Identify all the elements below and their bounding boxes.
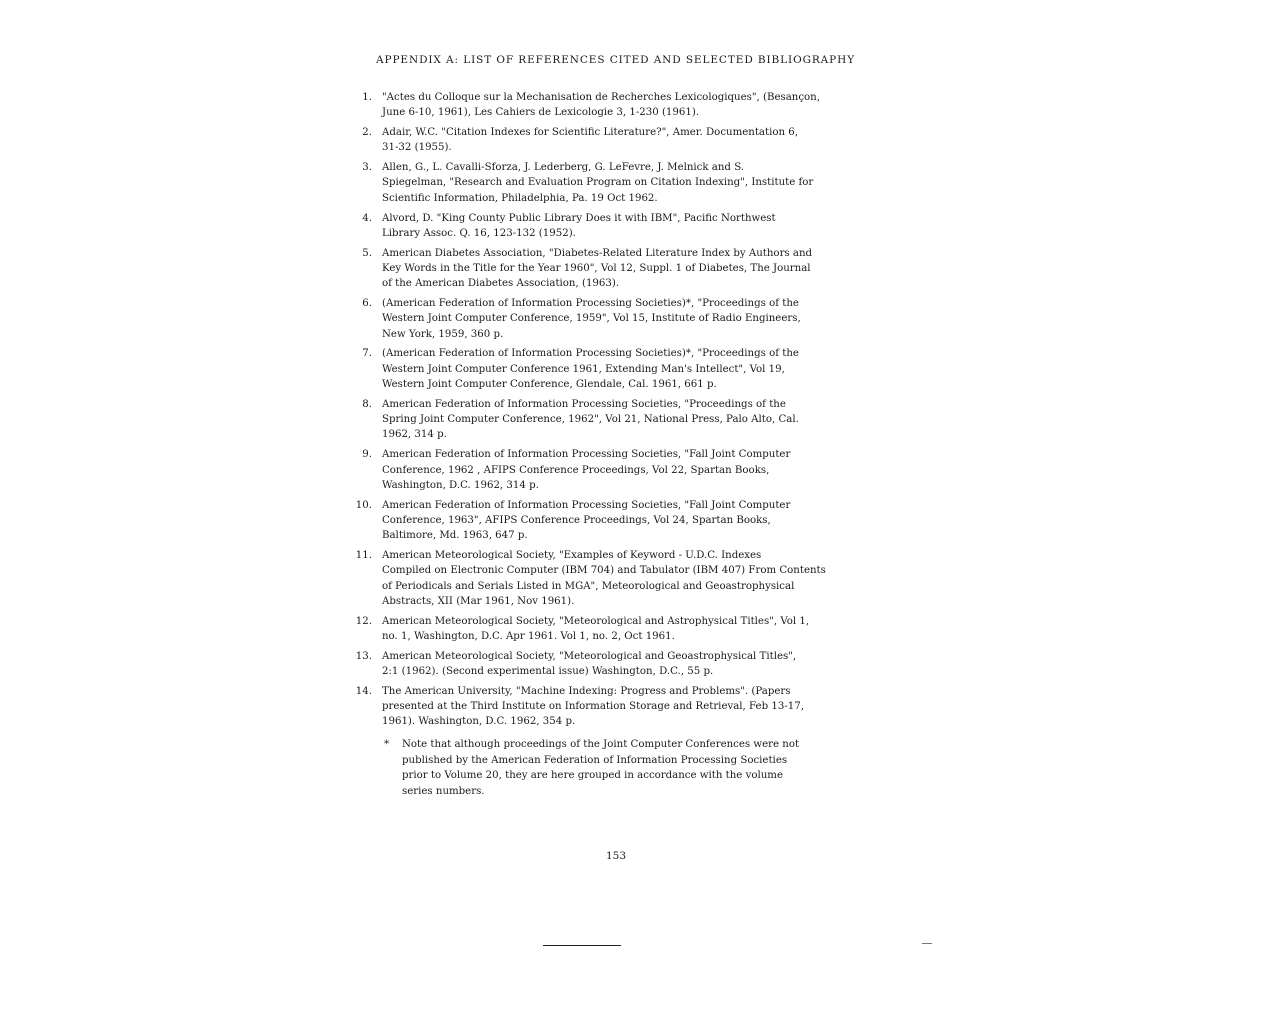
footnote-line: series numbers. [402,785,485,797]
reference-text [382,397,870,443]
reference-line: Western Joint Computer Conference, 1959", Vol 15, Institute of Radio Engineers, [382,313,801,325]
reference-line: 2:1 (1962). (Second experimental issue) Washington, D.C., 55 p. [382,666,714,678]
reference-text [382,548,870,609]
reference-number: 3. [362,162,372,174]
reference-line: Western Joint Computer Conference 1961, Extending Man's Intellect", Vol 19, [382,363,785,375]
reference-item [350,614,870,645]
reference-line: Abstracts, XII (Mar 1961, Nov 1961). [382,595,575,607]
reference-item [350,246,870,292]
reference-line: 1961). Washington, D.C. 1962, 354 p. [382,716,576,728]
reference-text [382,296,870,342]
reference-text [382,684,870,730]
reference-line: Allen, G., L. Cavalli-Sforza, J. Lederberg, G. LeFevre, J. Melnick and S. [382,162,745,174]
reference-number: 5. [362,247,372,259]
reference-number: 2. [362,127,372,139]
reference-number: 7. [362,348,372,360]
reference-line: Western Joint Computer Conference, Glendale, Cal. 1961, 661 p. [382,379,717,391]
reference-line: Compiled on Electronic Computer (IBM 704) and Tabulator (IBM 407) From Contents [382,565,826,577]
reference-line: Alvord, D. "King County Public Library Does it with IBM", Pacific Northwest [382,212,776,224]
footnote [384,737,844,799]
bottom-rule [543,945,621,946]
reference-line: Washington, D.C. 1962, 314 p. [382,479,539,491]
reference-item [350,211,870,242]
reference-line: American Federation of Information Processing Societies, "Fall Joint Computer [382,449,791,461]
footnote-line: published by the American Federation of Information Processing Societies [402,754,788,766]
footnote-text [384,737,844,799]
reference-line: June 6-10, 1961), Les Cahiers de Lexicologie 3, 1-230 (1961). [382,107,700,119]
reference-text [382,346,870,392]
page-number: 153 [606,850,627,862]
reference-line: Key Words in the Title for the Year 1960", Vol 12, Suppl. 1 of Diabetes, The Journal [382,262,811,274]
reference-number: 10. [355,499,372,511]
reference-text [382,649,870,680]
reference-item [350,548,870,609]
reference-text [382,447,870,493]
reference-item [350,90,870,121]
reference-line: Conference, 1963", AFIPS Conference Proceedings, Vol 24, Spartan Books, [382,514,771,526]
reference-line: American Federation of Information Processing Societies, "Proceedings of the [382,398,786,410]
reference-line: "Actes du Colloque sur la Mechanisation de Recherches Lexicologiques", (Besançon, [382,92,820,103]
reference-text [382,498,870,544]
reference-line: (American Federation of Information Processing Societies)*, "Proceedings of the [382,298,799,310]
reference-text [382,125,870,156]
reference-line: of Periodicals and Serials Listed in MGA", Meteorological and Geoastrophysical [382,580,795,592]
reference-line: 1962, 314 p. [382,429,447,441]
reference-line: no. 1, Washington, D.C. Apr 1961. Vol 1, no. 2, Oct 1961. [382,631,675,642]
page-heading: APPENDIX A: LIST OF REFERENCES CITED AND SELECTED BIBLIOGRAPHY [376,54,856,66]
reference-line: 31-32 (1955). [382,142,452,154]
scan-mark [922,943,932,944]
reference-text [382,160,870,206]
reference-line: Baltimore, Md. 1963, 647 p. [382,530,528,542]
reference-item [350,160,870,206]
reference-line: Spiegelman, "Research and Evaluation Program on Citation Indexing", Institute for [382,177,814,189]
reference-number: 6. [362,298,372,310]
reference-text [382,246,870,292]
reference-line: presented at the Third Institute on Information Storage and Retrieval, Feb 13-17, [382,701,804,713]
reference-number: 9. [362,449,372,461]
reference-number: 11. [355,550,372,562]
footnote-line: prior to Volume 20, they are here grouped in accordance with the volume [402,770,783,781]
reference-line: Spring Joint Computer Conference, 1962", Vol 21, National Press, Palo Alto, Cal. [382,414,799,426]
reference-line: American Meteorological Society, "Examples of Keyword - U.D.C. Indexes [382,550,762,562]
reference-line: of the American Diabetes Association, (1963). [382,278,620,290]
reference-line: American Meteorological Society, "Meteorological and Astrophysical Titles", Vol 1, [382,615,810,627]
footnote-line: Note that although proceedings of the Joint Computer Conferences were not [402,739,800,750]
reference-number: 8. [362,398,372,410]
reference-line: The American University, "Machine Indexing: Progress and Problems". (Papers [382,685,791,697]
reference-number: 1. [362,92,372,103]
reference-item [350,346,870,392]
reference-item [350,447,870,493]
reference-item [350,649,870,680]
reference-line: (American Federation of Information Processing Societies)*, "Proceedings of the [382,348,799,360]
reference-item [350,397,870,443]
reference-item [350,498,870,544]
reference-line: Conference, 1962 , AFIPS Conference Proceedings, Vol 22, Spartan Books, [382,464,770,476]
reference-item [350,296,870,342]
reference-number: 13. [355,650,372,662]
reference-text [382,211,870,242]
reference-text [382,614,870,645]
footnote-mark: * [384,739,390,750]
reference-line: American Meteorological Society, "Meteorological and Geoastrophysical Titles", [382,650,797,662]
reference-number: 4. [362,212,372,224]
reference-item [350,125,870,156]
reference-line: American Federation of Information Processing Societies, "Fall Joint Computer [382,499,791,511]
reference-line: Adair, W.C. "Citation Indexes for Scientific Literature?", Amer. Documentation 6, [382,127,799,139]
reference-line: American Diabetes Association, "Diabetes-Related Literature Index by Authors and [382,247,813,259]
reference-list [350,90,870,734]
reference-line: Library Assoc. Q. 16, 123-132 (1952). [382,227,576,239]
reference-line: New York, 1959, 360 p. [382,328,504,340]
reference-item [350,684,870,730]
reference-text [382,90,870,121]
reference-line: Scientific Information, Philadelphia, Pa. 19 Oct 1962. [382,192,658,204]
reference-number: 12. [355,615,372,627]
reference-number: 14. [355,685,372,697]
